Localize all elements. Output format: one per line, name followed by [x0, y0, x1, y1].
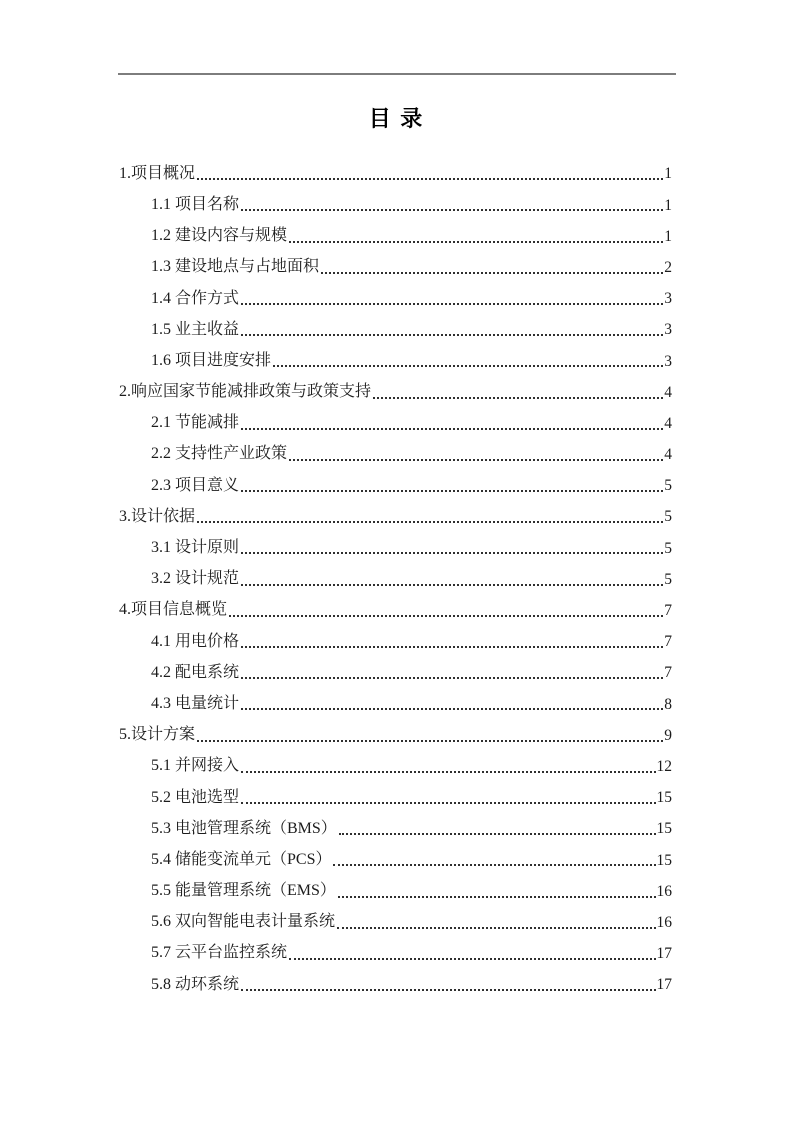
toc-entry[interactable] [119, 838, 672, 869]
toc-entry-label: 5.6 双向智能电表计量系统 [151, 913, 336, 931]
toc-entry-label: 2.响应国家节能减排政策与政策支持 [119, 383, 372, 401]
toc-entry-label: 1.3 建设地点与占地面积 [151, 258, 320, 276]
header-rule [118, 73, 676, 75]
toc-page-number: 1 [664, 165, 672, 183]
toc-page-number: 8 [664, 695, 672, 713]
toc [119, 152, 672, 994]
toc-page-number: 17 [656, 945, 672, 963]
dot-leader [241, 708, 663, 710]
toc-entry[interactable] [119, 402, 672, 433]
toc-entry[interactable] [119, 308, 672, 339]
dot-leader [241, 771, 655, 773]
dot-leader [289, 958, 655, 960]
toc-entry[interactable] [119, 651, 672, 682]
toc-entry[interactable] [119, 370, 672, 401]
dot-leader [289, 459, 663, 461]
toc-entry-label: 5.4 储能变流单元（PCS） [151, 850, 332, 868]
toc-entry-label: 1.6 项目进度安排 [151, 351, 272, 369]
toc-page-number: 16 [656, 913, 672, 931]
toc-entry[interactable] [119, 589, 672, 620]
dot-leader [241, 428, 663, 430]
toc-entry-label: 2.2 支持性产业政策 [151, 445, 288, 463]
toc-entry-label: 5.3 电池管理系统（BMS） [151, 819, 337, 837]
toc-page-number: 7 [664, 664, 672, 682]
toc-entry[interactable] [119, 277, 672, 308]
toc-entry-label: 1.项目概况 [119, 164, 196, 182]
toc-entry-label: 5.8 动环系统 [151, 975, 240, 993]
toc-page-number: 4 [664, 383, 672, 401]
dot-leader [241, 303, 663, 305]
toc-page-number: 17 [656, 976, 672, 994]
toc-entry[interactable] [119, 339, 672, 370]
dot-leader [197, 178, 663, 180]
toc-entry[interactable] [119, 807, 672, 838]
dot-leader [197, 521, 663, 523]
toc-page-number: 12 [656, 757, 672, 775]
toc-entry[interactable] [119, 557, 672, 588]
toc-entry-label: 1.2 建设内容与规模 [151, 227, 288, 245]
toc-page-number: 3 [664, 321, 672, 339]
toc-entry-label: 1.1 项目名称 [151, 195, 240, 213]
dot-leader [241, 802, 655, 804]
toc-entry-label: 4.项目信息概览 [119, 601, 228, 619]
toc-entry[interactable] [119, 932, 672, 963]
toc-entry-label: 5.2 电池选型 [151, 788, 240, 806]
dot-leader [241, 334, 663, 336]
toc-entry[interactable] [119, 620, 672, 651]
toc-page-number: 1 [664, 227, 672, 245]
dot-leader [241, 552, 663, 554]
toc-page-number: 4 [664, 446, 672, 464]
dot-leader [241, 646, 663, 648]
toc-entry[interactable] [119, 433, 672, 464]
toc-page-number: 4 [664, 414, 672, 432]
dot-leader [273, 365, 663, 367]
dot-leader [229, 615, 663, 617]
dot-leader [339, 833, 656, 835]
dot-leader [289, 241, 663, 243]
toc-page-number: 5 [664, 570, 672, 588]
toc-page-number: 1 [664, 196, 672, 214]
dot-leader [373, 397, 663, 399]
toc-entry[interactable] [119, 869, 672, 900]
toc-page-number: 15 [656, 820, 672, 838]
toc-entry-label: 4.3 电量统计 [151, 694, 240, 712]
toc-page-number: 15 [656, 789, 672, 807]
toc-entry-label: 2.3 项目意义 [151, 476, 240, 494]
toc-entry-label: 5.1 并网接入 [151, 757, 240, 775]
toc-page-number: 9 [664, 726, 672, 744]
toc-entry-label: 3.2 设计规范 [151, 570, 240, 588]
toc-page-number: 3 [664, 352, 672, 370]
dot-leader [321, 272, 663, 274]
toc-entry[interactable] [119, 713, 672, 744]
toc-page-number: 15 [656, 851, 672, 869]
toc-entry-label: 5.7 云平台监控系统 [151, 944, 288, 962]
toc-entry[interactable] [119, 963, 672, 994]
toc-page-number: 7 [664, 633, 672, 651]
toc-entry[interactable] [119, 901, 672, 932]
dot-leader [197, 740, 663, 742]
toc-page-number: 7 [664, 602, 672, 619]
dot-leader [333, 864, 655, 866]
toc-entry[interactable] [119, 526, 672, 557]
toc-entry-label: 4.1 用电价格 [151, 632, 240, 650]
dot-leader [337, 927, 655, 929]
toc-page-number: 5 [664, 508, 672, 526]
toc-entry-label: 5.5 能量管理系统（EMS） [151, 882, 336, 900]
toc-entry-label: 3.设计依据 [119, 507, 196, 525]
toc-entry[interactable] [119, 214, 672, 245]
toc-entry[interactable] [119, 682, 672, 713]
toc-page-number: 5 [664, 477, 672, 495]
toc-entry[interactable] [119, 745, 672, 776]
toc-entry[interactable] [119, 464, 672, 495]
toc-entry-label: 5.设计方案 [119, 726, 196, 744]
toc-page-number: 5 [664, 539, 672, 557]
dot-leader [241, 490, 663, 492]
dot-leader [241, 677, 663, 679]
dot-leader [241, 989, 655, 991]
dot-leader [241, 584, 663, 586]
toc-entry-label: 2.1 节能减排 [151, 414, 240, 432]
toc-entry[interactable] [119, 246, 672, 277]
page-title: 目 录 [368, 106, 425, 131]
toc-entry[interactable] [119, 776, 672, 807]
dot-leader [338, 896, 656, 898]
toc-entry-label: 1.4 合作方式 [151, 289, 240, 307]
toc-page-number: 2 [664, 258, 672, 276]
toc-entry[interactable] [119, 183, 672, 214]
toc-entry-label: 4.2 配电系统 [151, 663, 240, 681]
dot-leader [241, 209, 663, 211]
toc-entry-label: 3.1 设计原则 [151, 539, 240, 557]
toc-entry[interactable] [119, 495, 672, 526]
toc-entry[interactable] [119, 152, 672, 183]
toc-page-number: 16 [656, 882, 672, 900]
toc-entry-label: 1.5 业主收益 [151, 320, 240, 338]
toc-page-number: 3 [664, 290, 672, 308]
